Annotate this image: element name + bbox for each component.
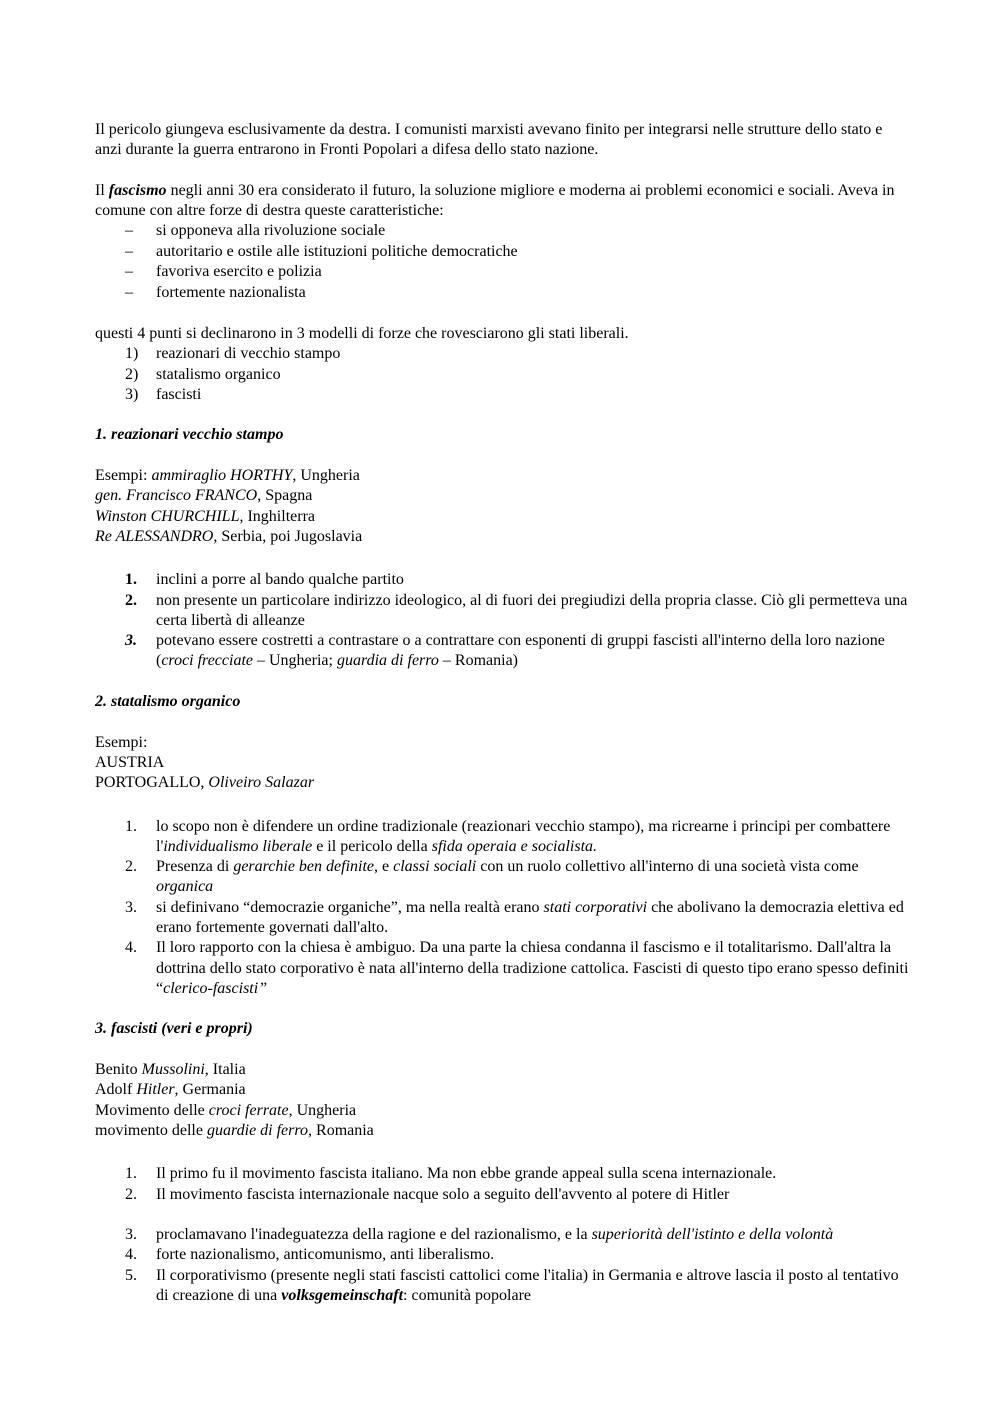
list-item: – fortemente nazionalista	[125, 284, 306, 302]
list-item: 2. Presenza di gerarchie ben definite, e classi sociali con un ruolo collettivo all'interno di una società vista come organica	[125, 858, 859, 896]
list-item: 2. Il movimento fascista internazionale nacque solo a seguito dell'avvento al potere di Hitler	[125, 1185, 730, 1203]
example-line: Movimento delle croci ferrate, Ungheria	[95, 1101, 357, 1119]
example-line: Benito Mussolini, Italia	[95, 1061, 246, 1079]
example-label: Esempi:	[95, 733, 148, 751]
list-item: 3) fascisti	[125, 385, 202, 403]
intro-paragraph-2: Il fascismo negli anni 30 era considerato il futuro, la soluzione migliore e moderna ai problemi economici e sociali. Aveva in comune con altre forze di destra queste caratteristiche:	[95, 181, 895, 220]
list-item: 5. Il corporativismo (presente negli stati fascisti cattolici come l'italia) in Germania e altrove lascia il posto al tentativo di creazione di una volksgemeinschaft: comunità popolare	[125, 1266, 899, 1305]
example-line: AUSTRIA	[95, 753, 165, 771]
section-heading-1: 1. reazionari vecchio stampo	[95, 426, 284, 444]
list-item: – si opponeva alla rivoluzione sociale	[125, 222, 386, 240]
list-item: 1. lo scopo non è difendere un ordine tradizionale (reazionari vecchio stampo), ma ricrearne i principi per combattere l'individualismo liberale e il pericolo della sfida operaia e socialista.	[125, 817, 891, 855]
example-line: Esempi: ammiraglio HORTHY, Ungheria	[95, 467, 360, 485]
list-item: 2. non presente un particolare indirizzo ideologico, al di fuori dei pregiudizi della propria classe. Ciò gli permetteva una certa libertà di alleanze	[125, 591, 908, 629]
example-line: gen. Francisco FRANCO, Spagna	[95, 487, 313, 505]
example-line: Re ALESSANDRO, Serbia, poi Jugoslavia	[95, 527, 363, 545]
list-item: 3. potevano essere costretti a contrastare o a contrattare con esponenti di gruppi fascisti all'interno della loro nazione (croci frecciate – Ungheria; guardia di ferro – Romania)	[125, 632, 885, 670]
term-fascismo: fascismo	[108, 181, 167, 199]
section2-points	[95, 817, 910, 1000]
list-item: 1. inclini a porre al bando qualche partito	[125, 571, 404, 589]
list-item: 1) reazionari di vecchio stampo	[125, 345, 341, 363]
list-item: 2) statalismo organico	[125, 365, 281, 383]
characteristics-list	[95, 221, 910, 303]
intro-paragraph-1: Il pericolo giungeva esclusivamente da destra. I comunisti marxisti avevano finito per integrarsi nelle strutture dello stato e anzi durante la guerra entrarono in Fronti Popolari a difesa dello stato nazione.	[95, 121, 883, 159]
list-item: 3. si definivano “democrazie organiche”, ma nella realtà erano stati corporativi che abolivano la democrazia elettiva ed erano fortemente governati dall'alto.	[125, 898, 904, 936]
list-item: 3. proclamavano l'inadeguatezza della ragione e del razionalismo, e la superiorità dell'istinto e della volontà	[125, 1226, 834, 1244]
document-body	[95, 120, 910, 1306]
section-heading-3: 3. fascisti (veri e propri)	[95, 1020, 253, 1038]
section3-points-continued	[95, 1225, 910, 1306]
section3-points	[95, 1164, 910, 1205]
list-item: 1. Il primo fu il movimento fascista italiano. Ma non ebbe grande appeal sulla scena internazionale.	[125, 1165, 777, 1183]
list-item: – autoritario e ostile alle istituzioni politiche democratiche	[125, 242, 518, 260]
list-item: 4. forte nazionalismo, anticomunismo, anti liberalismo.	[125, 1246, 495, 1264]
example-line: Adolf Hitler, Germania	[95, 1081, 246, 1099]
example-line: Winston CHURCHILL, Inghilterra	[95, 507, 315, 525]
section-heading-2: 2. statalismo organico	[95, 693, 241, 711]
example-line: movimento delle guardie di ferro, Romania	[95, 1121, 374, 1139]
section1-points	[95, 570, 910, 671]
models-list	[95, 344, 910, 405]
list-item: 4. Il loro rapporto con la chiesa è ambiguo. Da una parte la chiesa condanna il fascismo e il totalitarismo. Dall'altra la dottrina dello stato corporativo è nata all'interno della tradizione cattolica. Fascisti di questo tipo erano spesso definiti “clerico-fascisti”	[125, 939, 909, 997]
example-line: PORTOGALLO, Oliveiro Salazar	[95, 774, 315, 792]
list-item: – favoriva esercito e polizia	[125, 263, 322, 281]
intro-paragraph-3: questi 4 punti si declinarono in 3 modelli di forze che rovesciarono gli stati liberali.	[95, 324, 629, 342]
